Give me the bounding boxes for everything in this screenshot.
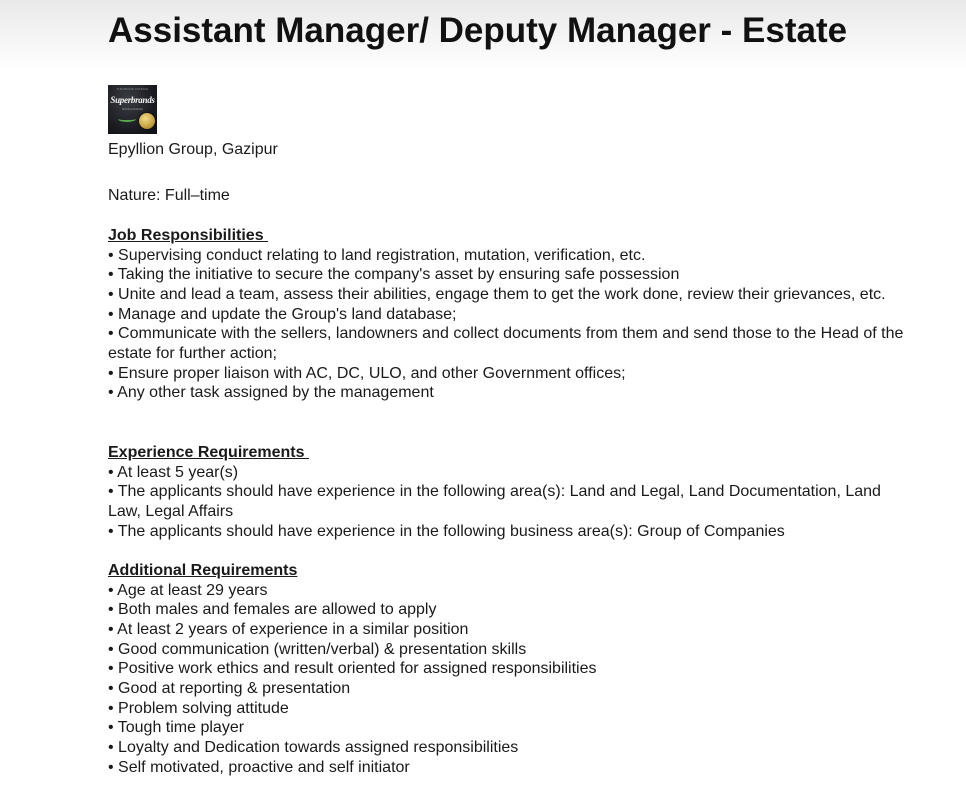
list-item: • The applicants should have experience in the following area(s): Land and Legal, Land Documentation, Land Law, Legal Affairs (108, 483, 881, 520)
logo-wordmark: Superbrands (110, 95, 155, 105)
responsibility-list (108, 246, 908, 403)
list-item: • Unite and lead a team, assess their abilities, engage them to get the work done, review their grievances, etc. (108, 285, 886, 303)
list-item: • Both males and females are allowed to apply (108, 601, 437, 619)
section-heading: Job Responsibilities (108, 227, 269, 244)
list-item: • Age at least 29 years (108, 581, 268, 599)
section-additional-requirements (108, 561, 908, 777)
logo-swoosh-icon (118, 116, 136, 122)
section-heading: Additional Requirements (108, 562, 298, 579)
logo-top-text: THE BRAND COUNCIL (116, 87, 149, 91)
list-item: • Good at reporting & presentation (108, 679, 351, 697)
list-item: • Taking the initiative to secure the company's asset by ensuring safe possession (108, 266, 680, 284)
list-item: • At least 5 year(s) (108, 463, 239, 481)
list-item: • Communicate with the sellers, landowners and collect documents from them and send those to the Head of the estate for further action; (108, 325, 904, 362)
company-location: Epyllion Group, Gazipur (108, 141, 278, 158)
logo-sub-text: BANGLADESH (122, 107, 143, 111)
list-item: • Manage and update the Group's land database; (108, 305, 457, 323)
list-item: • Any other task assigned by the management (108, 384, 434, 402)
section-heading: Experience Requirements (108, 444, 309, 461)
additional-list (108, 581, 908, 778)
section-job-responsibilities (108, 226, 908, 403)
list-item: • Tough time player (108, 719, 245, 737)
list-item: • Positive work ethics and result oriented for assigned responsibilities (108, 660, 597, 678)
list-item: • Problem solving attitude (108, 699, 289, 717)
list-item: • Ensure proper liaison with AC, DC, ULO, and other Government offices; (108, 364, 626, 382)
list-item: • Self motivated, proactive and self initiator (108, 758, 410, 776)
logo-seal-icon (139, 113, 155, 129)
page-title: Assistant Manager/ Deputy Manager - Estate (108, 11, 848, 50)
experience-list (108, 463, 908, 542)
section-experience-requirements (108, 443, 908, 541)
list-item: • Loyalty and Dedication towards assigned responsibilities (108, 738, 519, 756)
superbrands-logo (108, 85, 157, 134)
employment-nature: Nature: Full–time (108, 187, 230, 204)
list-item: • At least 2 years of experience in a similar position (108, 620, 469, 638)
list-item: • Good communication (written/verbal) & presentation skills (108, 640, 527, 658)
list-item: • Supervising conduct relating to land registration, mutation, verification, etc. (108, 246, 646, 264)
list-item: • The applicants should have experience in the following business area(s): Group of Companies (108, 522, 785, 540)
